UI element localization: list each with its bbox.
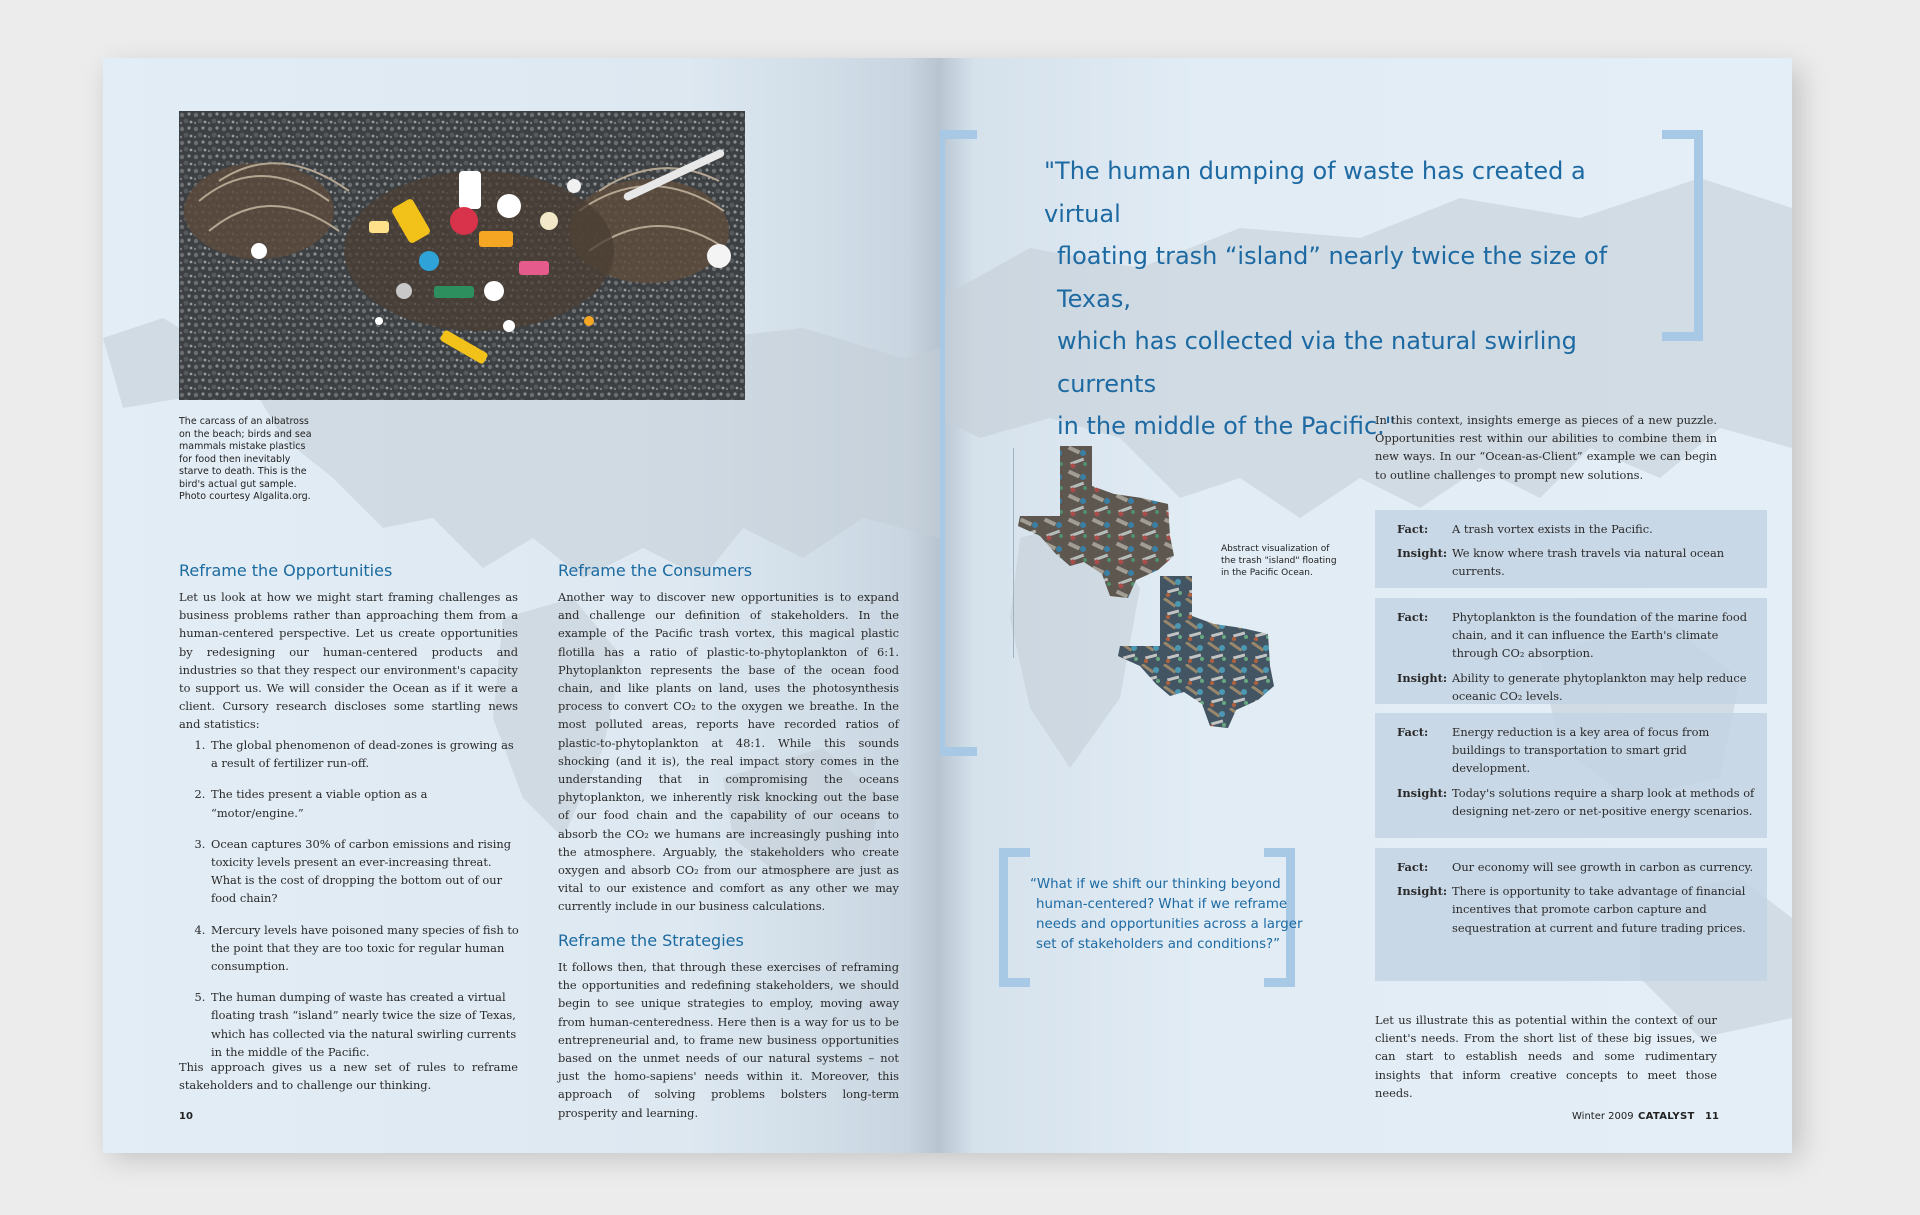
page-number: 10 [179,1111,193,1122]
strategies-body: It follows then, that through these exercises of reframing the opportunities and redefining stakeholders, we should begin to see unique strategies to employ, moving away from human-centeredness. Here then is a way for us to be entrepreneurial and, to frame new business opportunities based on the unmet needs of our natural systems – not just the homo-sapiens' needs within it. Moreover, this approach of solving problems bolsters long-term prosperity and learning. [558,960,899,1120]
right-page [940,58,1792,1153]
closing-paragraph: Let us illustrate this as potential within the context of our client's needs. From the short list of these big issues, we can start to establish needs and some rudimentary insights that inform creative concepts to meet those needs. [1375,1013,1717,1100]
opportunities-intro: Let us look at how we might start framing challenges as business problems rather than approaching them from a human-centered perspective. Let us create opportunities by redesigning our human-centered products and industries so that they respect our environment's capacity to support us. We will consider the Ocean as if it were a client. Cursory research discloses some startling news and statistics: [179,590,518,732]
left-page [103,58,940,1153]
small-quote-line: needs and opportunities across a larger [1036,917,1303,932]
small-quote-line: human-centered? What if we reframe [1036,897,1288,912]
page-number: 11 [1705,1111,1719,1122]
fact-label: Fact: [1397,725,1429,739]
fact-box-4 [1375,848,1767,981]
caption-line: the trash "island" floating [1221,556,1337,566]
statistics-list [178,736,519,1074]
fact-box-3 [1375,713,1767,838]
texas-caption [1221,543,1341,579]
small-quote-line: set of stakeholders and conditions?” [1036,937,1281,952]
quote-bracket-right [1662,130,1703,341]
insight-text: We know where trash travels via natural ocean currents. [1452,546,1725,579]
photo-caption [179,416,329,504]
footer-magazine-title: CATALYST [1638,1111,1695,1122]
list-item: 1. The global phenomenon of dead-zones is growing as a result of fertilizer run-off. [209,736,519,772]
caption-line: The carcass of an albatross [179,416,309,427]
insight-label: Insight: [1397,546,1448,561]
caption-line: starve to death. This is the [179,466,307,477]
insight-label: Insight: [1397,884,1448,899]
list-item: 2. The tides present a viable option as a “motor/engine.” [209,785,519,821]
pull-quote [1044,150,1644,448]
list-item: 3. Ocean captures 30% of carbon emissions and rising toxicity levels present an ever-increasing threat. What is the cost of dropping the bottom out of our food chain? [209,835,519,908]
opportunities-outro: This approach gives us a new set of rules to reframe stakeholders and to challenge our thinking. [179,1060,518,1093]
insight-text: Today's solutions require a sharp look at methods of designing net-zero or net-positive energy scenarios. [1452,785,1755,818]
caption-line: bird's actual gut sample. [179,478,297,490]
fact-label: Fact: [1397,522,1429,536]
fact-label: Fact: [1397,860,1429,874]
insight-label: Insight: [1397,785,1448,800]
divider [1013,448,1014,658]
caption-line: in the Pacific Ocean. [1221,568,1313,578]
fact-box-1 [1375,510,1767,588]
fact-box-2 [1375,598,1767,704]
texas-trash-visual-2 [1118,576,1278,728]
fact-text: Our economy will see growth in carbon as currency. [1452,860,1754,874]
pull-quote-line: "The human dumping of waste has created a virtual [1044,157,1586,228]
insight-text: There is opportunity to take advantage of financial incentives that promote carbon capture and sequestration at current and future trading prices. [1452,884,1746,935]
caption-line: for food then inevitably [179,453,291,465]
fact-text: Energy reduction is a key area of focus from buildings to transportation to smart grid development. [1452,725,1710,776]
caption-line: Photo courtesy Algalita.org. [179,491,311,502]
heading-reframe-consumers: Reframe the Consumers [558,561,753,580]
heading-reframe-opportunities: Reframe the Opportunities [179,561,393,580]
quote-bracket-left [940,130,977,756]
list-item: 5. The human dumping of waste has created a virtual floating trash “island” nearly twice the size of Texas, which has collected via the natural swirling currents in the middle of the Pacific. [209,988,519,1061]
consumers-body: Another way to discover new opportunities is to expand and challenge our definition of stakeholders. In the example of the Pacific trash vortex, this magical plastic flotilla has a ratio of plastic-to-phytoplankton of 6:1. Phytoplankton represents the base of the ocean food chain, and like plants on land, uses the photosynthesis process to convert CO₂ to the oxygen we breathe. In the most polluted areas, reports have recorded ratios of plastic-to-phytoplankton at 48:1. While this sounds shocking (and it is), the real impact story comes in the understanding that in compromising the oceans phytoplankton, we inherently risk knocking out the base of our food chain and the capability of our oceans to absorb the CO₂ we humans are increasingly pushing into the atmosphere. Arguably, the stakeholders who create oxygen and absorb CO₂ from our atmosphere are just as vital to our existence and comfort as any other we may currently include in our business calculations. [558,590,899,914]
fact-text: A trash vortex exists in the Pacific. [1452,522,1653,536]
albatross-photo [179,111,745,400]
pull-quote-line: which has collected via the natural swirling currents [1057,327,1577,398]
fact-text: Phytoplankton is the foundation of the marine food chain, and it can influence the Earth's climate through CO₂ absorption. [1452,610,1748,661]
small-pull-quote [1030,875,1330,955]
pull-quote-line: floating trash “island” nearly twice the size of Texas, [1057,242,1608,313]
caption-line: on the beach; birds and sea [179,428,312,440]
fact-label: Fact: [1397,610,1429,624]
footer-season: Winter 2009 [1572,1111,1634,1122]
context-intro: In this context, insights emerge as pieces of a new puzzle. Opportunities rest within our abilities to combine them in new ways. In our “Ocean-as-Client” example we can begin to outline challenges to prompt new solutions. [1375,413,1717,482]
pull-quote-line: in the middle of the Pacific." [1057,412,1396,440]
caption-line: Abstract visualization of [1221,544,1330,554]
heading-reframe-strategies: Reframe the Strategies [558,931,744,950]
small-quote-bracket-left [999,848,1030,987]
list-item: 4. Mercury levels have poisoned many species of fish to the point that they are too toxic for regular human consumption. [209,921,519,976]
insight-label: Insight: [1397,670,1448,685]
insight-text: Ability to generate phytoplankton may help reduce oceanic CO₂ levels. [1452,670,1747,703]
caption-line: mammals mistake plastics [179,441,306,452]
small-quote-line: “What if we shift our thinking beyond [1030,877,1281,892]
